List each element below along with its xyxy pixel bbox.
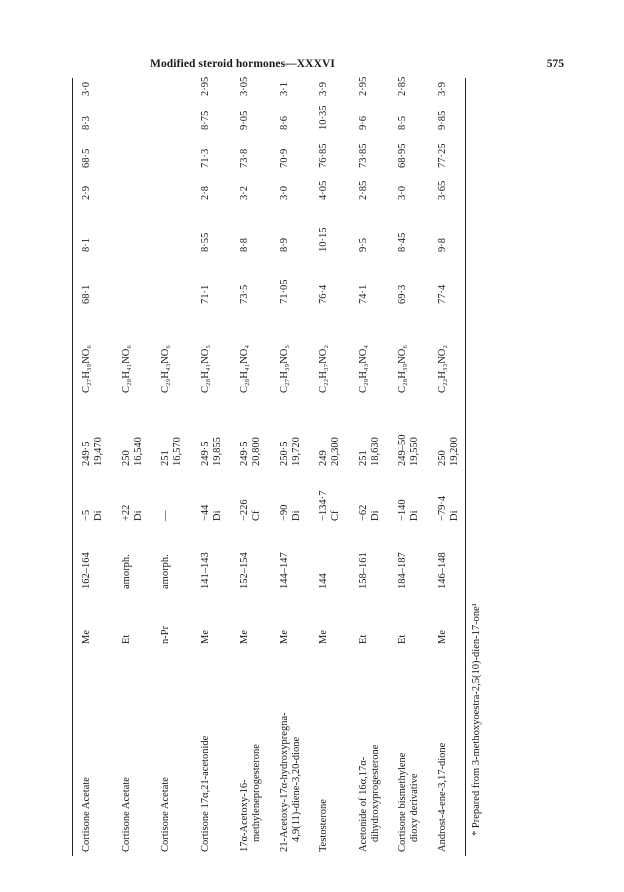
- melting-point: 152–154: [239, 552, 250, 589]
- found-carbon: 73·5: [239, 284, 250, 304]
- rotation-solvent: Di: [409, 510, 420, 521]
- optical-rotation: [160, 511, 172, 522]
- compound-name: [81, 662, 93, 852]
- uv-lambda-max: 249: [318, 450, 329, 466]
- rotated-table: [72, 78, 492, 856]
- rotation-value: −90: [279, 504, 290, 521]
- rotation-value: +22: [121, 504, 132, 521]
- found-hydrogen: 9·5: [358, 238, 369, 252]
- calc-carbon: 73·8: [239, 148, 250, 168]
- compound-name: [200, 662, 212, 852]
- molecular-formula: C₂₈H₄₁NO₆: [121, 344, 132, 393]
- uv-lambda-max: 250·5: [279, 441, 290, 466]
- optical-rotation: [397, 499, 421, 521]
- uv-absorption: [121, 437, 145, 466]
- uv-lambda-max: 250: [121, 450, 132, 466]
- molecular-formula: C₂₉H₄₃NO₆: [160, 344, 171, 393]
- table-footnote: * Prepared from 3-methoxyoestra-2,5(10)-dien-17-one¹: [471, 603, 482, 836]
- rotation-value: −226: [239, 499, 250, 521]
- rotation-value: −79·4: [437, 495, 448, 521]
- compound-name-line2: methyleneprogesterone: [251, 744, 262, 842]
- found-nitrogen: 2·9: [81, 186, 92, 200]
- calc-hydrogen: 10·35: [318, 105, 329, 130]
- rotation-value: −140: [397, 499, 408, 521]
- optical-rotation: [318, 491, 342, 521]
- calc-carbon: 71·3: [200, 148, 211, 168]
- melting-point: 144–147: [279, 552, 290, 589]
- calc-nitrogen: 2·95: [358, 76, 369, 96]
- uv-absorption: [437, 437, 461, 466]
- page-header: [150, 58, 564, 70]
- compound-name-line2: dioxy derivative: [409, 773, 420, 842]
- compound-name-line1: Cortisone Acetate: [81, 777, 92, 852]
- calc-nitrogen: 3·05: [239, 76, 250, 96]
- r-group: n-Pr: [160, 625, 171, 644]
- found-nitrogen: 3·65: [437, 180, 448, 200]
- rotation-solvent: Di: [291, 510, 302, 521]
- compound-name-line1: Androst-4-ene-3,17-dione: [437, 742, 448, 852]
- uv-epsilon: 16,540: [133, 437, 144, 466]
- uv-epsilon: 20,800: [251, 437, 262, 466]
- uv-epsilon: 19,200: [449, 437, 460, 466]
- uv-absorption: [81, 437, 105, 466]
- uv-lambda-max: 249–50: [397, 434, 408, 466]
- rotation-value: −134·7: [318, 490, 329, 521]
- melting-point: amorph.: [121, 554, 132, 589]
- uv-epsilon: 18,630: [370, 437, 381, 466]
- uv-epsilon: 19,470: [93, 437, 104, 466]
- found-nitrogen: 2·8: [200, 186, 211, 200]
- compound-name-line1: Acetonide of 16α,17α-: [358, 756, 369, 852]
- table-bottom-rule: [465, 78, 466, 856]
- calc-hydrogen: 8·5: [397, 116, 408, 130]
- calc-carbon: 77·25: [437, 143, 448, 168]
- compound-name: [437, 662, 449, 852]
- compound-name-line1: 21-Acetoxy-17α-hydroxypregna-: [279, 712, 290, 852]
- compound-name-line2: 4,9(11)-diene-3,20-dione: [291, 736, 302, 842]
- uv-absorption: [358, 437, 382, 466]
- rotation-solvent: Di: [370, 510, 381, 521]
- found-carbon: 74·1: [358, 284, 369, 304]
- melting-point: 144: [318, 573, 329, 589]
- optical-rotation: [279, 505, 303, 521]
- optical-rotation: [239, 499, 263, 521]
- uv-lambda-max: 249·5: [239, 441, 250, 466]
- uv-epsilon: 16,570: [172, 437, 183, 466]
- compound-name-line1: Cortisone 17α,21-acetonide: [200, 735, 211, 852]
- found-carbon: 71·05: [279, 279, 290, 304]
- page-number: 575: [546, 58, 564, 70]
- calc-hydrogen: 9·05: [239, 110, 250, 130]
- found-hydrogen: 8·8: [239, 238, 250, 252]
- optical-rotation: [121, 505, 145, 521]
- melting-point: 162–164: [81, 552, 92, 589]
- compound-name-line2: dihydroxyprogesterone: [370, 744, 381, 842]
- uv-epsilon: 19,720: [291, 437, 302, 466]
- molecular-formula: C₂₈H₄₁NO₅: [200, 344, 211, 393]
- uv-epsilon: 20,300: [330, 437, 341, 466]
- r-group: Et: [121, 634, 132, 644]
- uv-lambda-max: 250: [437, 450, 448, 466]
- uv-epsilon: 19,855: [212, 437, 223, 466]
- uv-absorption: [318, 437, 342, 466]
- uv-lambda-max: 251: [160, 450, 171, 466]
- compound-name-line1: Cortisone Acetate: [160, 777, 171, 852]
- molecular-formula: C₂₇H₃₉NO₆: [81, 344, 92, 393]
- melting-point: amorph.: [160, 554, 171, 589]
- r-group: Me: [200, 630, 211, 644]
- found-carbon: 68·1: [81, 284, 92, 304]
- r-group: Me: [239, 630, 250, 644]
- found-hydrogen: 9·8: [437, 238, 448, 252]
- rotation-value: −62: [358, 504, 369, 521]
- rotation-solvent: Cf: [251, 510, 262, 521]
- compound-name: [397, 662, 421, 852]
- melting-point: 158–161: [358, 552, 369, 589]
- compound-name-line1: 17α-Acetoxy-16-: [239, 779, 250, 852]
- found-nitrogen: 4·05: [318, 180, 329, 200]
- calc-nitrogen: 3·1: [279, 82, 290, 96]
- molecular-formula: C₂₇H₃₉NO₅: [279, 344, 290, 393]
- found-hydrogen: 8·1: [81, 238, 92, 252]
- optical-rotation: [358, 505, 382, 521]
- r-group: Me: [437, 630, 448, 644]
- calc-nitrogen: 3·0: [81, 82, 92, 96]
- melting-point: 141–143: [200, 552, 211, 589]
- compound-name: [318, 662, 330, 852]
- calc-hydrogen: 9·6: [358, 116, 369, 130]
- table-top-rule: [72, 78, 73, 856]
- calc-nitrogen: 2·95: [200, 76, 211, 96]
- r-group: Me: [318, 630, 329, 644]
- found-carbon: 71·1: [200, 284, 211, 304]
- molecular-formula: C₂₈H₃₉NO₆: [397, 344, 408, 393]
- compound-name: [121, 662, 133, 852]
- melting-point: 146–148: [437, 552, 448, 589]
- r-group: Et: [397, 634, 408, 644]
- r-group: Et: [358, 634, 369, 644]
- calc-hydrogen: 8·75: [200, 110, 211, 130]
- compound-name: [239, 662, 263, 852]
- found-hydrogen: 8·45: [397, 232, 408, 252]
- uv-lambda-max: 249·5: [81, 441, 92, 466]
- found-carbon: 77·4: [437, 284, 448, 304]
- calc-carbon: 68·5: [81, 148, 92, 168]
- uv-absorption: [200, 437, 224, 466]
- uv-lambda-max: 249·5: [200, 441, 211, 466]
- found-hydrogen: 8·9: [279, 238, 290, 252]
- rotation-solvent: Cf: [330, 510, 341, 521]
- calc-nitrogen: 3·9: [318, 82, 329, 96]
- uv-absorption: [279, 437, 303, 466]
- rotation-solvent: Di: [133, 510, 144, 521]
- calc-carbon: 73·85: [358, 143, 369, 168]
- compound-name-line1: Cortisone Acetate: [121, 777, 132, 852]
- uv-epsilon: 19,550: [409, 437, 420, 466]
- uv-lambda-max: 251: [358, 450, 369, 466]
- running-head: Modified steroid hormones—XXXVI: [150, 58, 335, 70]
- found-hydrogen: 8·55: [200, 232, 211, 252]
- molecular-formula: C₂₈H₄₁NO₄: [239, 344, 250, 393]
- compound-name-line1: Cortisone bismethylene: [397, 752, 408, 852]
- calc-hydrogen: 8·6: [279, 116, 290, 130]
- found-hydrogen: 10·15: [318, 227, 329, 252]
- rotation-solvent: Di: [212, 510, 223, 521]
- optical-rotation: [200, 505, 224, 521]
- optical-rotation: [81, 510, 105, 521]
- calc-hydrogen: 8·3: [81, 116, 92, 130]
- rotation-value: −44: [200, 504, 211, 521]
- calc-nitrogen: 2·85: [397, 76, 408, 96]
- rotation-value: —: [160, 510, 171, 521]
- compound-name-line1: Testosterone: [318, 799, 329, 852]
- compound-name: [358, 662, 382, 852]
- found-nitrogen: 2·85: [358, 180, 369, 200]
- uv-absorption: [239, 437, 263, 466]
- molecular-formula: C₂₂H₃₇NO₂: [318, 344, 329, 393]
- found-nitrogen: 3·0: [397, 186, 408, 200]
- found-nitrogen: 3·2: [239, 186, 250, 200]
- calc-hydrogen: 9·85: [437, 110, 448, 130]
- molecular-formula: C₂₉H₄₃NO₄: [358, 344, 369, 393]
- found-carbon: 76·4: [318, 284, 329, 304]
- found-nitrogen: 3·0: [279, 186, 290, 200]
- molecular-formula: C₂₂H₃₃NO₂: [437, 344, 448, 393]
- calc-carbon: 70·9: [279, 148, 290, 168]
- compound-name: [279, 662, 303, 852]
- uv-absorption: [160, 437, 184, 466]
- rotation-value: −5: [81, 509, 92, 521]
- r-group: Me: [81, 630, 92, 644]
- calc-nitrogen: 3·9: [437, 82, 448, 96]
- melting-point: 184–187: [397, 552, 408, 589]
- compound-name: [160, 662, 172, 852]
- rotation-solvent: Di: [449, 510, 460, 521]
- found-carbon: 69·3: [397, 284, 408, 304]
- calc-carbon: 76·85: [318, 143, 329, 168]
- r-group: Me: [279, 630, 290, 644]
- uv-absorption: [397, 435, 421, 467]
- calc-carbon: 68·95: [397, 143, 408, 168]
- rotation-solvent: Di: [93, 510, 104, 521]
- optical-rotation: [437, 496, 461, 521]
